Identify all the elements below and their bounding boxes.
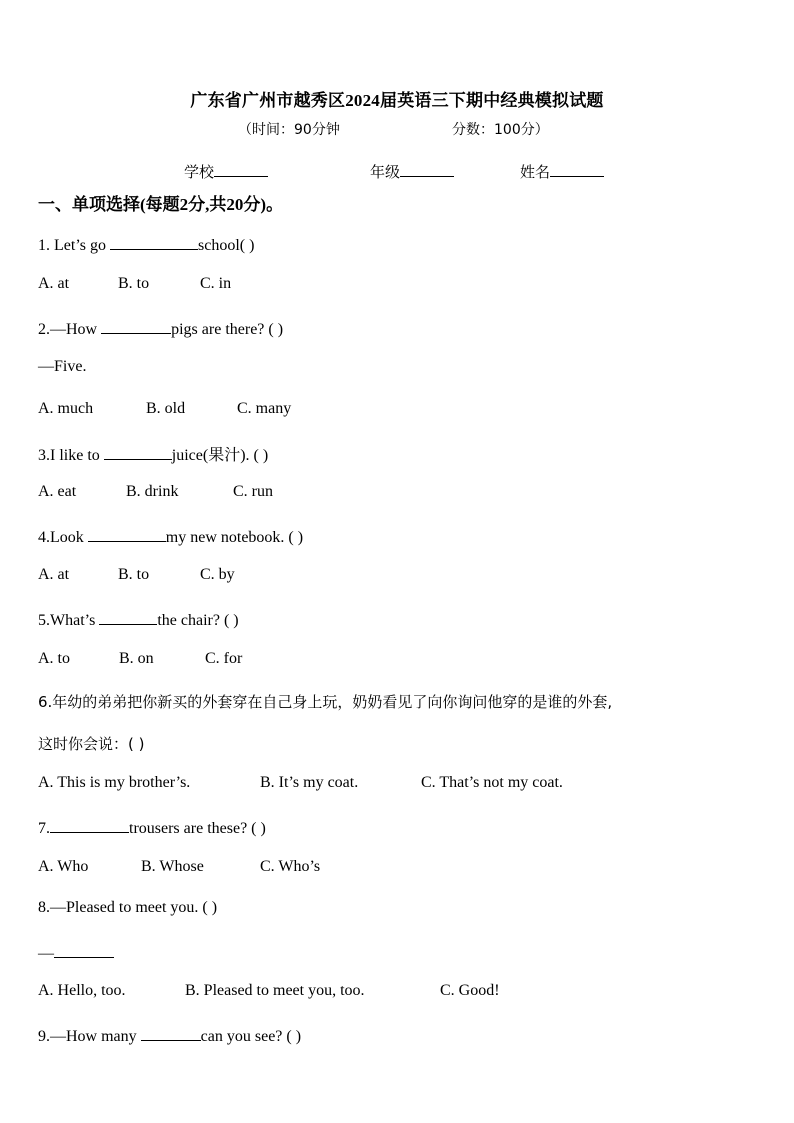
option-c[interactable]: C. for — [205, 650, 243, 667]
answer-blank[interactable] — [54, 941, 114, 958]
option-b[interactable]: B. on — [119, 650, 154, 667]
options-1 — [38, 275, 231, 293]
answer-blank[interactable] — [88, 525, 166, 542]
name-label: 姓名 — [520, 163, 551, 181]
question-1 — [38, 233, 254, 255]
option-c[interactable]: C. Who’s — [260, 858, 321, 875]
option-c[interactable]: C. in — [200, 275, 232, 292]
question-5 — [38, 608, 239, 630]
option-a[interactable]: A. Hello, too. — [38, 982, 126, 999]
question-2 — [38, 317, 283, 339]
answer-blank[interactable] — [50, 816, 129, 833]
option-c[interactable]: C. many — [237, 400, 292, 417]
school-label: 学校 — [184, 163, 215, 181]
grade-field — [370, 161, 454, 182]
page-title: 广东省广州市越秀区2024届英语三下期中经典模拟试题 — [190, 91, 604, 110]
question-text: the chair? ( ) — [157, 612, 239, 629]
question-7 — [38, 816, 266, 838]
exam-time: （时间：90分钟 — [238, 122, 340, 138]
question-9 — [38, 1024, 301, 1046]
option-a[interactable]: A. eat — [38, 483, 77, 500]
question-3 — [38, 442, 268, 465]
answer-blank[interactable] — [99, 608, 157, 625]
answer-2: —Five. — [38, 358, 87, 375]
option-b[interactable]: B. Whose — [141, 858, 204, 875]
question-8: 8.—Pleased to meet you. ( ) — [38, 899, 218, 916]
question-text: 5.What’s — [38, 612, 100, 629]
name-blank[interactable] — [550, 162, 604, 177]
option-b[interactable]: B. to — [118, 566, 150, 583]
school-field — [184, 161, 268, 182]
section-heading: 一、单项选择(每题2分,共20分)。 — [38, 195, 284, 214]
question-6-line-1: 6.年幼的弟弟把你新买的外套穿在自己身上玩，奶奶看见了向你询问他穿的是谁的外套, — [38, 693, 613, 711]
answer-blank[interactable] — [110, 233, 198, 250]
question-text: juice(果汁). ( ) — [171, 447, 269, 464]
grade-label: 年级 — [370, 163, 401, 181]
option-a[interactable]: A. at — [38, 275, 70, 292]
question-text: school( ) — [198, 237, 255, 254]
options-7 — [38, 858, 320, 876]
option-b[interactable]: B. old — [146, 400, 186, 417]
option-c[interactable]: C. Good! — [440, 982, 500, 999]
question-text: my new notebook. ( ) — [165, 529, 304, 546]
option-b[interactable]: B. It’s my coat. — [260, 774, 359, 791]
school-blank[interactable] — [214, 162, 268, 177]
answer-8 — [38, 941, 114, 963]
grade-blank[interactable] — [400, 162, 454, 177]
answer-blank[interactable] — [104, 443, 172, 460]
option-b[interactable]: B. to — [118, 275, 150, 292]
question-text: pigs are there? ( ) — [171, 321, 284, 338]
dash: — — [38, 945, 54, 962]
question-4 — [38, 525, 303, 547]
option-b[interactable]: B. Pleased to meet you, too. — [185, 982, 365, 999]
answer-blank[interactable] — [141, 1024, 201, 1041]
option-c[interactable]: C. run — [233, 483, 273, 500]
option-a[interactable]: A. at — [38, 566, 70, 583]
question-text: 9.—How many — [38, 1028, 141, 1045]
option-c[interactable]: C. by — [200, 566, 235, 583]
option-c[interactable]: C. That’s not my coat. — [421, 774, 563, 791]
option-b[interactable]: B. drink — [126, 483, 179, 500]
exam-score: 分数：100分） — [452, 122, 549, 138]
name-field — [520, 161, 604, 182]
options-5 — [38, 650, 242, 668]
answer-blank[interactable] — [101, 317, 171, 334]
question-text: 4.Look — [38, 529, 88, 546]
option-a[interactable]: A. much — [38, 400, 94, 417]
options-2 — [38, 400, 291, 418]
question-text: 2.—How — [38, 321, 102, 338]
question-text: 7. — [38, 820, 50, 837]
question-text: 3.I like to — [38, 447, 104, 464]
option-a[interactable]: A. Who — [38, 858, 89, 875]
options-3 — [38, 483, 273, 501]
question-6-line-2: 这时你会说：( ) — [38, 735, 145, 753]
options-6 — [38, 774, 563, 792]
option-a[interactable]: A. This is my brother’s. — [38, 774, 191, 791]
question-text: can you see? ( ) — [200, 1028, 302, 1045]
options-8 — [38, 982, 500, 1000]
question-text: trousers are these? ( ) — [129, 820, 266, 837]
question-text: 1. Let’s go — [38, 237, 110, 254]
option-a[interactable]: A. to — [38, 650, 70, 667]
options-4 — [38, 566, 235, 584]
